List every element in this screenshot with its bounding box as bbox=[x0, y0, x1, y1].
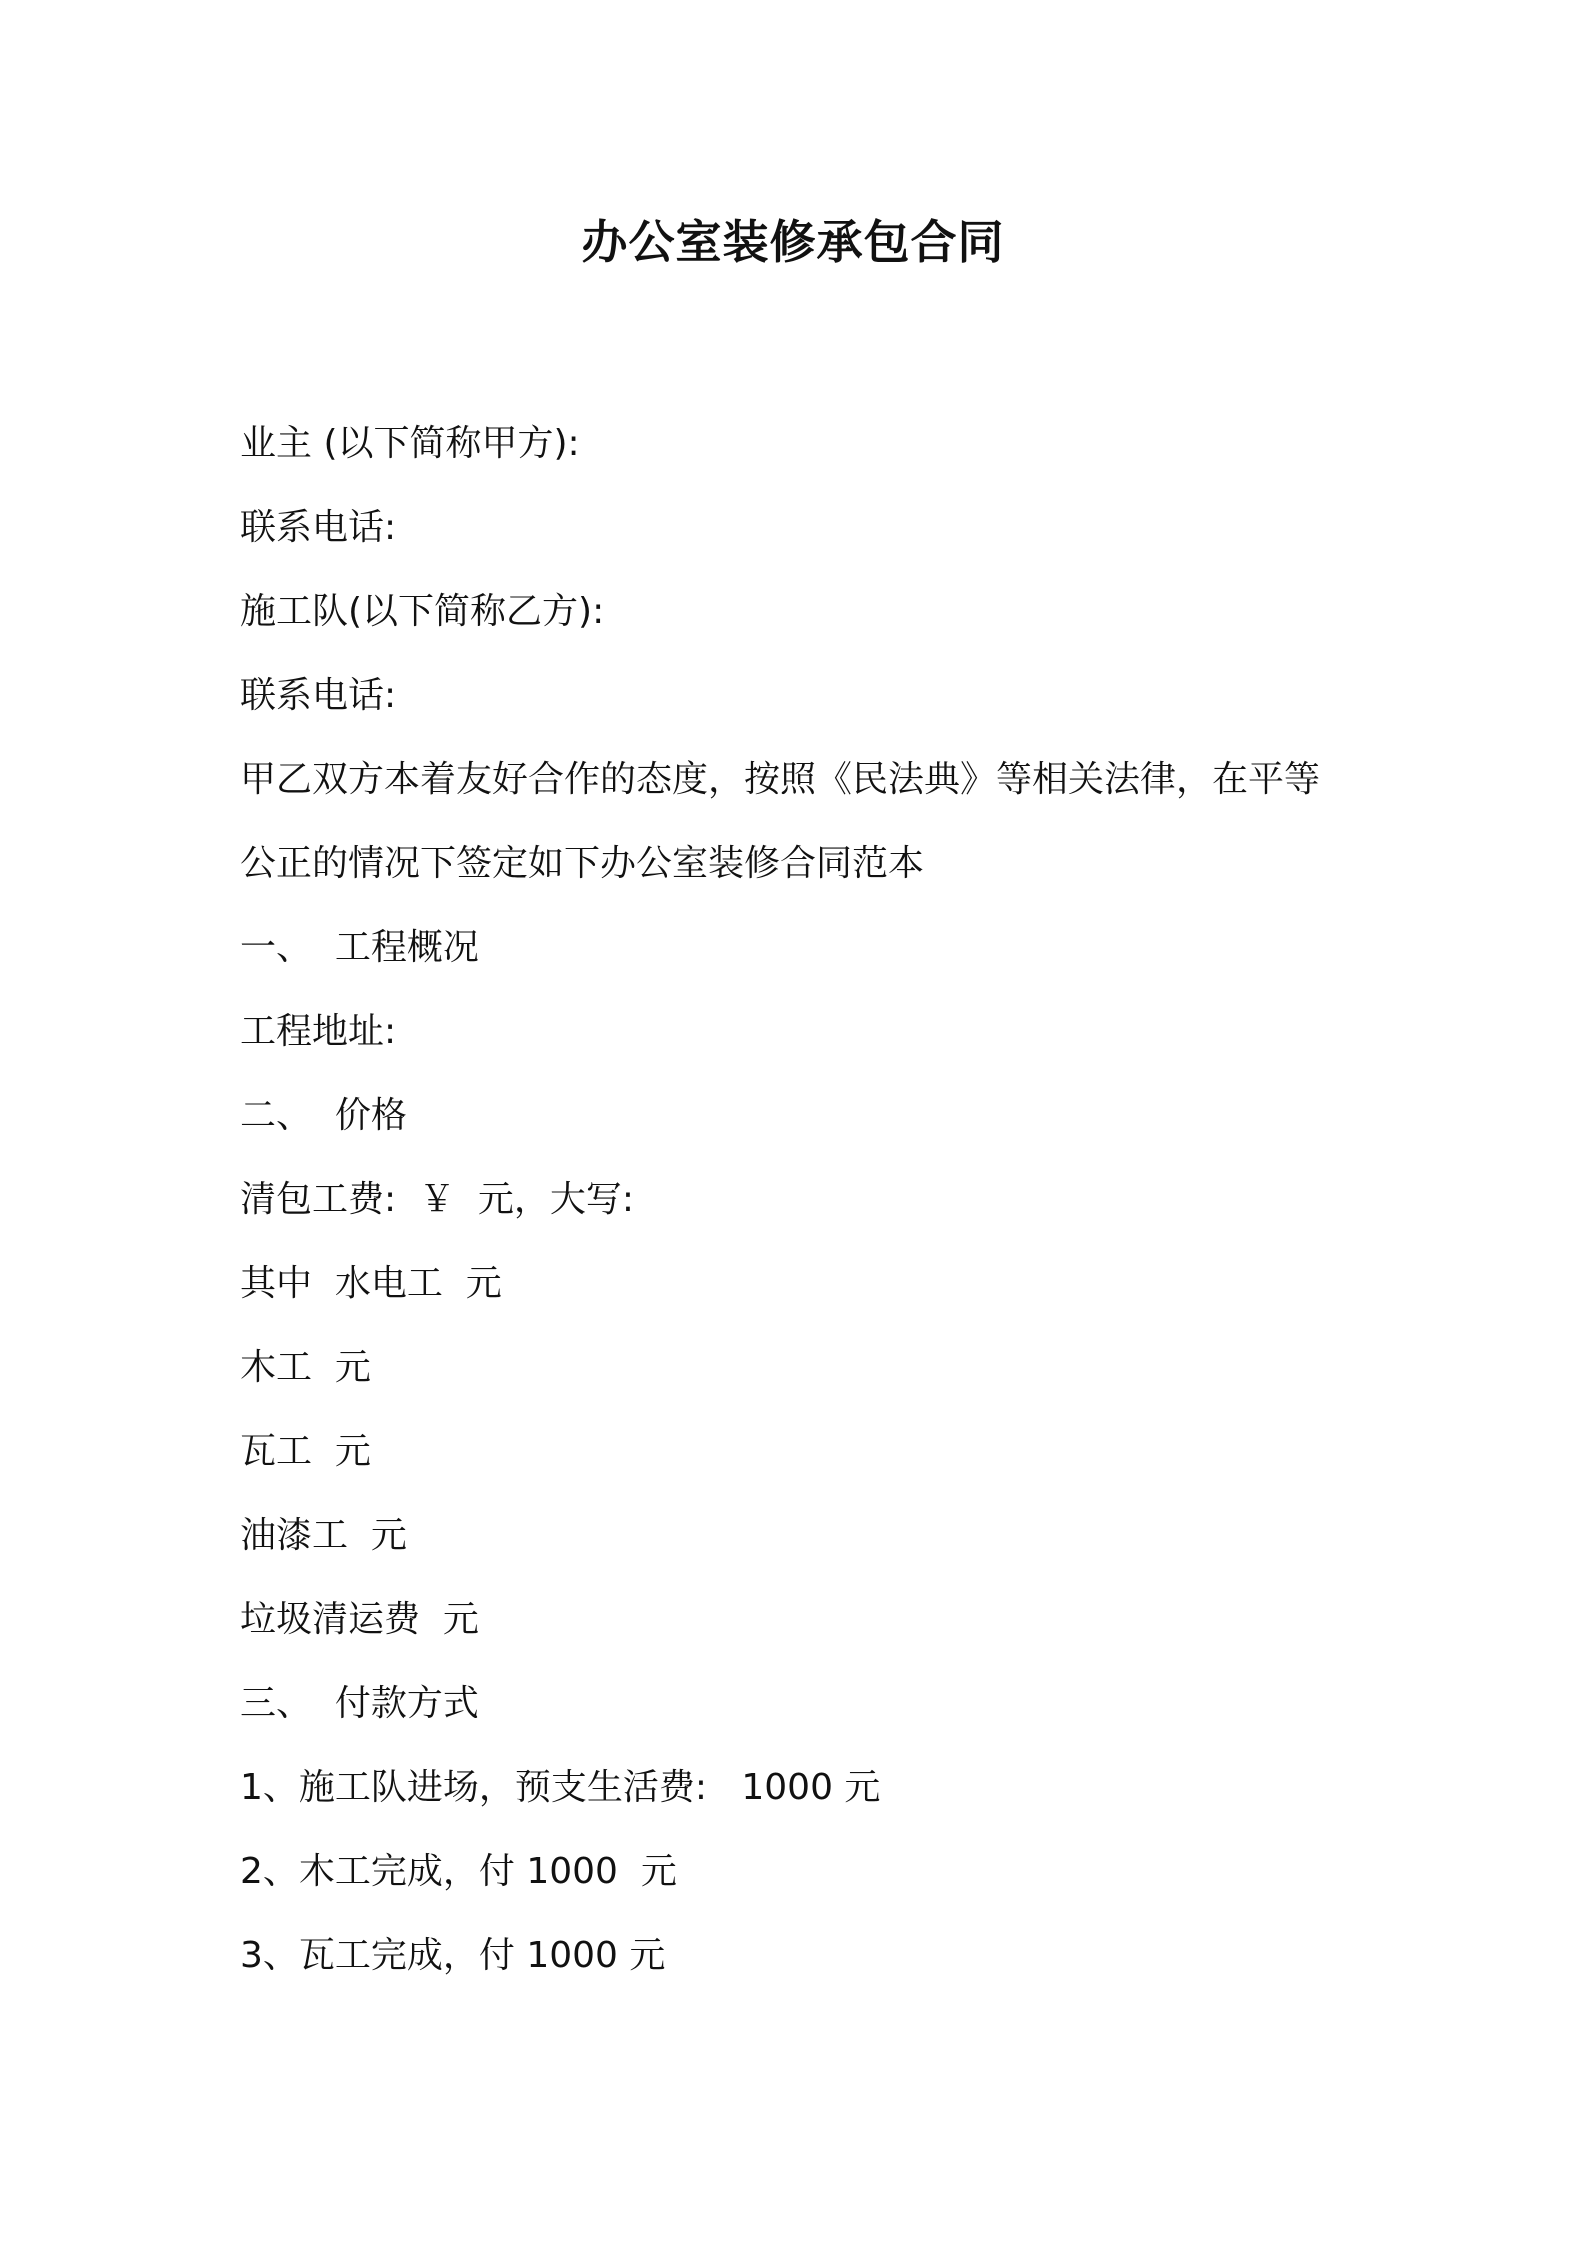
text-line-labor-fee: 清包工费: ￥ 元，大写: bbox=[240, 1179, 635, 1220]
text-line-plumbing-electrical: 其中 水电工 元 bbox=[240, 1263, 502, 1304]
document-title: 办公室装修承包合同 bbox=[581, 215, 1005, 269]
text-line-payment-1: 1、施工队进场，预支生活费: 1000 元 bbox=[240, 1767, 881, 1808]
text-line-payment-2: 2、木工完成，付 1000 元 bbox=[240, 1851, 677, 1892]
section-heading-payment: 三、 付款方式 bbox=[240, 1683, 479, 1724]
text-line-address: 工程地址: bbox=[240, 1011, 397, 1052]
section-heading-price: 二、 价格 bbox=[240, 1095, 407, 1136]
text-line-waste-removal: 垃圾清运费 元 bbox=[240, 1599, 479, 1640]
text-line-preamble-1: 甲乙双方本着友好合作的态度，按照《民法典》等相关法律，在平等 bbox=[240, 759, 1321, 800]
text-line-carpentry: 木工 元 bbox=[240, 1347, 371, 1388]
text-line-owner: 业主 (以下简称甲方): bbox=[240, 423, 580, 464]
text-line-payment-3: 3、瓦工完成，付 1000 元 bbox=[240, 1935, 666, 1976]
section-heading-overview: 一、 工程概况 bbox=[240, 927, 479, 968]
text-line-owner-phone: 联系电话: bbox=[240, 507, 397, 548]
text-line-preamble-2: 公正的情况下签定如下办公室装修合同范本 bbox=[240, 843, 925, 884]
document-body bbox=[240, 402, 1390, 1998]
text-line-painting: 油漆工 元 bbox=[240, 1515, 407, 1556]
text-line-tiling: 瓦工 元 bbox=[240, 1431, 371, 1472]
text-line-contractor: 施工队(以下简称乙方): bbox=[240, 591, 605, 632]
text-line-contractor-phone: 联系电话: bbox=[240, 675, 397, 716]
